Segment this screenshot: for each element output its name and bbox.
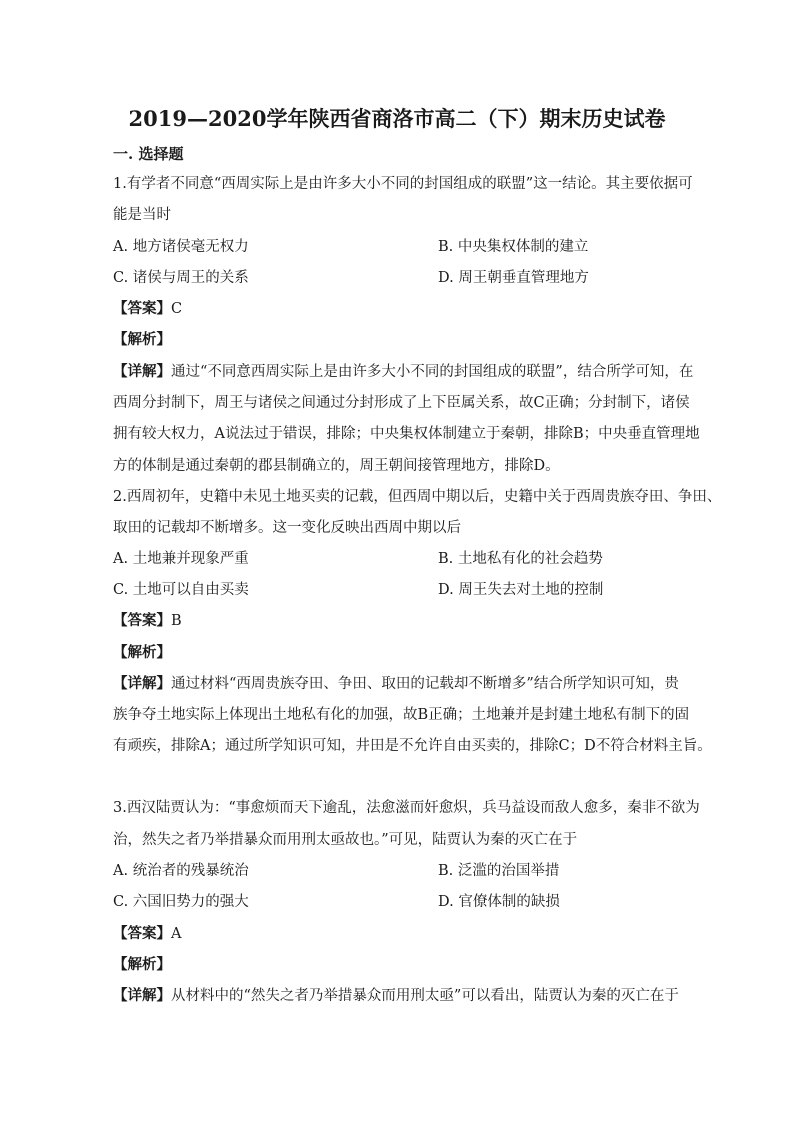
q2-option-a: A. 土地兼并现象严重 bbox=[113, 551, 249, 567]
q2-answer bbox=[113, 610, 683, 632]
detail-text: 从材料中的“然失之者乃举措暴众而用刑太亟”可以看出，陆贾认为秦的灭亡在于 bbox=[171, 988, 679, 1004]
q1-detail-line-1 bbox=[113, 361, 694, 383]
section-heading: 一. 选择题 bbox=[113, 145, 184, 163]
q3-stem-line-2: 治，然失之者乃举措暴众而用刑太亟故也。”可见，陆贾认为秦的灭亡在于 bbox=[113, 832, 578, 848]
q3-option-b: B. 泛滥的治国举措 bbox=[438, 863, 560, 879]
answer-value: B bbox=[171, 613, 182, 629]
q2-detail-line-3: 有顽疾，排除A；通过所学知识可知，井田是不允许自由买卖的，排除C；D不符合材料主旨。 bbox=[113, 738, 712, 754]
answer-tag: 【答案】 bbox=[113, 300, 171, 317]
detail-tag: 【详解】 bbox=[113, 675, 171, 692]
q3-option-c: C. 六国旧势力的强大 bbox=[113, 894, 249, 910]
q2-stem-line-1: 2.西周初年，史籍中未见土地买卖的记载，但西周中期以后，史籍中关于西周贵族夺田、争田、 bbox=[113, 489, 722, 505]
q1-option-c: C. 诸侯与周王的关系 bbox=[113, 270, 249, 286]
q1-option-b: B. 中央集权体制的建立 bbox=[438, 239, 589, 255]
q3-answer bbox=[113, 923, 683, 945]
q1-detail-line-3: 拥有较大权力，A说法过于错误，排除；中央集权体制建立于秦朝，排除B；中央垂直管理地 bbox=[113, 426, 700, 442]
q2-detail-line-1 bbox=[113, 673, 683, 695]
q3-detail-line-1 bbox=[113, 985, 683, 1007]
q1-detail-line-2: 西周分封制下，周王与诸侯之间通过分封形成了上下臣属关系，故C正确；分封制下，诸侯 bbox=[113, 395, 690, 411]
q2-option-d: D. 周王失去对土地的控制 bbox=[438, 582, 604, 598]
q2-detail-line-2: 族争夺土地实际上体现出土地私有化的加强，故B正确；土地兼并是封建土地私有制下的固 bbox=[113, 707, 690, 723]
answer-value: C bbox=[171, 301, 183, 317]
q3-analysis-tag: 【解析】 bbox=[113, 956, 171, 973]
q1-answer bbox=[113, 298, 683, 320]
q1-option-d: D. 周王朝垂直管理地方 bbox=[438, 270, 589, 286]
detail-tag: 【详解】 bbox=[113, 987, 171, 1004]
q2-option-b: B. 土地私有化的社会趋势 bbox=[438, 551, 603, 567]
q3-option-a: A. 统治者的残暴统治 bbox=[113, 863, 249, 879]
q1-stem-line-2: 能是当时 bbox=[113, 207, 171, 223]
q3-option-d: D. 官僚体制的缺损 bbox=[438, 894, 560, 910]
answer-value: A bbox=[171, 926, 182, 942]
q1-detail-line-4: 方的体制是通过秦朝的郡县制确立的，周王朝间接管理地方，排除D。 bbox=[113, 458, 560, 474]
q2-option-c: C. 土地可以自由买卖 bbox=[113, 582, 249, 598]
q2-analysis-tag: 【解析】 bbox=[113, 644, 171, 661]
page-title: 2019—2020学年陕西省商洛市高二（下）期末历史试卷 bbox=[128, 106, 666, 131]
detail-text: 通过材料“西周贵族夺田、争田、取田的记载却不断增多”结合所学知识可知，贵 bbox=[171, 676, 679, 692]
detail-text: 通过“不同意西周实际上是由许多大小不同的封国组成的联盟”，结合所学可知，在 bbox=[171, 364, 694, 380]
q1-analysis-tag: 【解析】 bbox=[113, 331, 171, 348]
detail-tag: 【详解】 bbox=[113, 363, 171, 380]
q1-stem-line-1: 1.有学者不同意“西周实际上是由许多大小不同的封国组成的联盟”这一结论。其主要依据可 bbox=[113, 176, 693, 192]
answer-tag: 【答案】 bbox=[113, 925, 171, 942]
q1-option-a: A. 地方诸侯毫无权力 bbox=[113, 239, 249, 255]
q3-stem-line-1: 3.西汉陆贾认为：“事愈烦而天下逾乱，法愈滋而奸愈炽，兵马益设而敌人愈多，秦非不欲为 bbox=[113, 800, 700, 816]
answer-tag: 【答案】 bbox=[113, 612, 171, 629]
q2-stem-line-2: 取田的记载却不断增多。这一变化反映出西周中期以后 bbox=[113, 520, 461, 536]
